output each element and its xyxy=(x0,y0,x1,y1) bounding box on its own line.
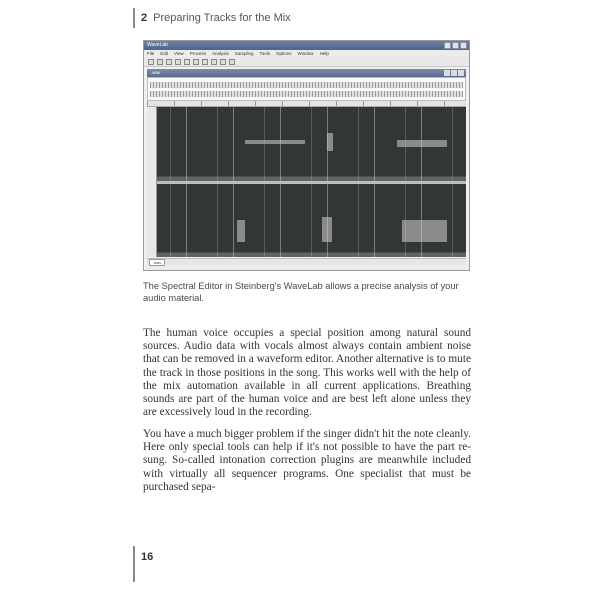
body-paragraph: The human voice occupies a special position among natural sound sources. Audio data with vocals almost always contain ambient noise that can be removed in a waveform editor. Another alternative is to mute the track in those positions in the song. This works well with the help of the mix automation available in all current applications. Breathing sounds are part of the human voice and are best left alone unless they are excessively loud in the recording. xyxy=(143,327,471,419)
maximize-icon xyxy=(452,42,459,49)
tool-icon xyxy=(211,59,217,65)
spectrogram xyxy=(157,107,466,257)
open-icon xyxy=(157,59,163,65)
spectral-feature xyxy=(402,220,447,242)
menu-sampling: Sampling xyxy=(234,51,254,56)
menu-help: Help xyxy=(319,51,329,56)
chapter-title: Preparing Tracks for the Mix xyxy=(153,12,291,24)
status-bar xyxy=(147,266,466,271)
header-rule xyxy=(133,8,135,28)
footer-rule xyxy=(133,546,135,582)
spectral-feature xyxy=(397,140,447,147)
spectral-feature xyxy=(327,133,333,151)
undo-icon xyxy=(175,59,181,65)
spectral-feature xyxy=(245,140,305,144)
minimize-icon xyxy=(444,42,451,49)
waveform-right-channel xyxy=(150,91,463,97)
document-title: .wav xyxy=(151,70,161,75)
doc-button-icon xyxy=(444,70,450,76)
save-icon xyxy=(166,59,172,65)
window-titlebar xyxy=(144,41,469,50)
body-paragraph: You have a much bigger problem if the singer didn't hit the note cleanly. Here only special tools can help if it's not possible to have the part re-sung. So-called intonation correction plugins are meanwhile included with virtually all sequencer programs. One specialist that must be purchased sepa- xyxy=(143,428,471,493)
menu-view: View xyxy=(174,51,184,56)
doc-button-icon xyxy=(458,70,464,76)
tool-icon xyxy=(220,59,226,65)
tool-icon xyxy=(193,59,199,65)
tool-icon xyxy=(202,59,208,65)
page-number: 16 xyxy=(141,551,154,563)
menu-tools: Tools xyxy=(259,51,271,56)
close-icon xyxy=(460,42,467,49)
window-controls xyxy=(444,42,467,49)
spectral-feature xyxy=(237,220,245,242)
chapter-number: 2 xyxy=(141,12,148,24)
figure-caption: The Spectral Editor in Steinberg's WaveLab allows a precise analysis of your audio material. xyxy=(143,281,459,303)
menu-analysis: Analysis xyxy=(211,51,229,56)
menu-options: Options xyxy=(276,51,292,56)
doc-button-icon xyxy=(451,70,457,76)
document-tab: .wav xyxy=(149,259,165,266)
toolbar xyxy=(144,57,469,67)
running-header xyxy=(141,12,291,24)
new-icon xyxy=(148,59,154,65)
spectral-feature xyxy=(322,217,332,243)
spectrogram-left-channel xyxy=(157,107,466,181)
waveform-overview xyxy=(147,77,466,101)
menu-process: Process xyxy=(189,51,206,56)
document-tabs xyxy=(147,258,466,265)
zoom-icon xyxy=(229,59,235,65)
window-title: WaveLab xyxy=(147,42,168,48)
spectrogram-area xyxy=(147,107,466,257)
waveform-left-channel xyxy=(150,82,463,88)
frequency-axis xyxy=(147,107,157,257)
menu-file: File xyxy=(147,51,155,56)
spectrogram-right-channel xyxy=(157,184,466,258)
menu-edit: Edit xyxy=(160,51,169,56)
wavelab-screenshot-figure xyxy=(143,40,470,271)
menu-window: Window xyxy=(297,51,314,56)
redo-icon xyxy=(184,59,190,65)
menubar xyxy=(144,50,469,57)
document-titlebar xyxy=(147,69,466,77)
document-controls xyxy=(444,70,464,76)
